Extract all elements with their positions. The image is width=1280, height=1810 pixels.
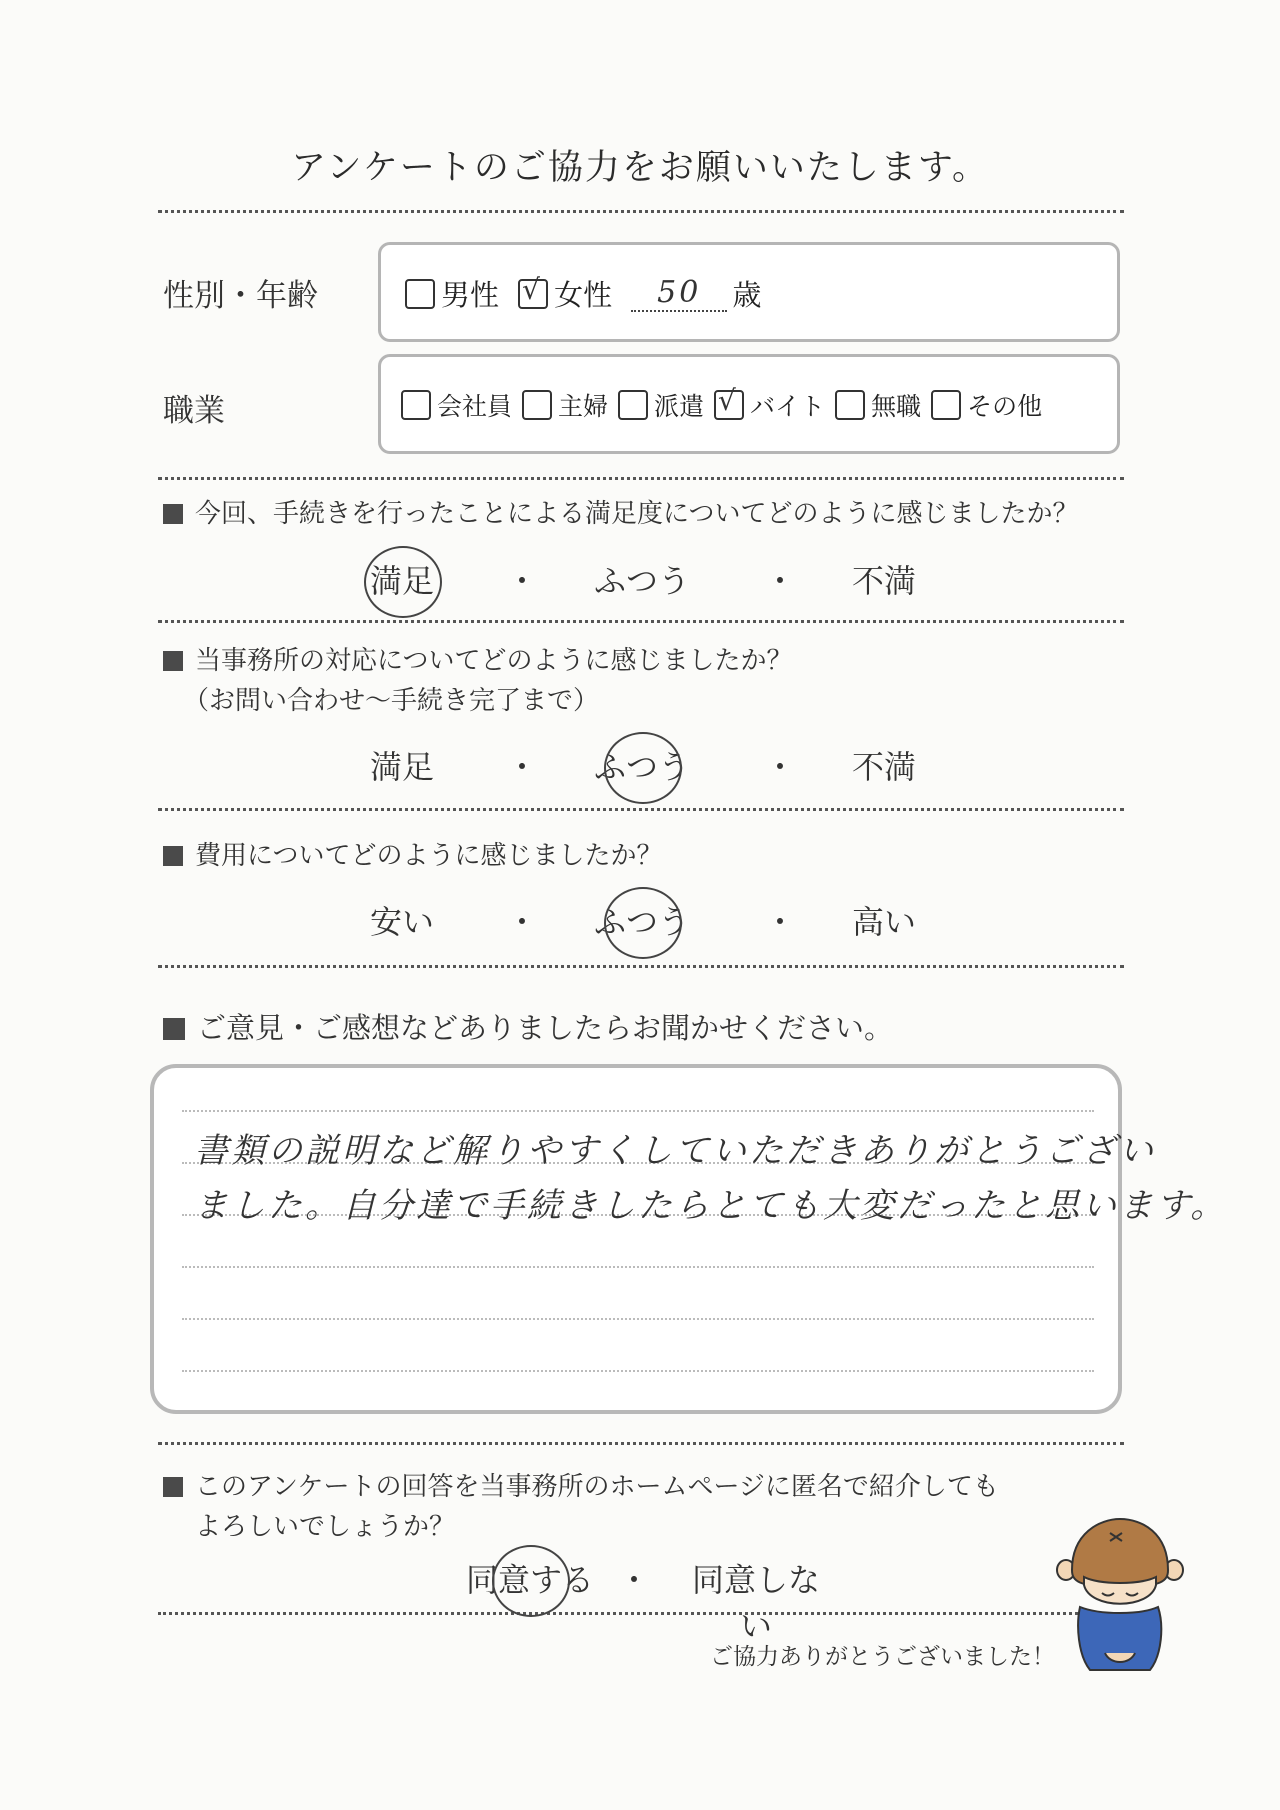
occupation-label: 職業 (163, 393, 225, 429)
occupation-checkbox-0[interactable] (401, 390, 431, 420)
separator-dot: ・ (764, 903, 797, 941)
occupation-checkbox-3[interactable] (714, 390, 744, 420)
gender-age-label: 性別・年齢 (163, 278, 318, 314)
occupation-checkbox-2[interactable] (618, 390, 648, 420)
question-2-text: 当事務所の対応についてどのように感じましたか？ (195, 646, 793, 676)
divider (158, 1442, 1124, 1445)
female-checkbox[interactable] (518, 279, 548, 309)
question-2-sub: （お問い合わせ～手続き完了まで） (183, 686, 600, 716)
occupation-box (378, 354, 1120, 454)
occupation-option-label: その他 (967, 392, 1043, 421)
comments-prompt (163, 1006, 893, 1047)
occupation-option-label: 無職 (871, 392, 922, 421)
separator-dot: ・ (506, 562, 539, 600)
question-3-text: 費用についてどのように感じましたか？ (195, 841, 663, 871)
consent-text-1: このアンケートの回答を当事務所のホームページに匿名で紹介しても (195, 1472, 999, 1502)
consent-choice-0[interactable]: 同意する (465, 1561, 594, 1599)
divider (158, 620, 1124, 623)
age-unit: 歳 (732, 278, 762, 312)
separator-dot: ・ (506, 748, 539, 786)
bullet-icon (163, 1018, 185, 1040)
male-label: 男性 (441, 278, 500, 312)
rule-line (182, 1110, 1094, 1112)
bullet-icon (163, 504, 183, 524)
q3-choice-0[interactable]: 安い (369, 903, 434, 941)
occupation-checkbox-5[interactable] (931, 390, 961, 420)
q1-selected-circle (364, 546, 442, 618)
q2-choice-2[interactable]: 不満 (851, 748, 916, 786)
occupation-option-label: 会社員 (437, 392, 513, 421)
q3-choice-2[interactable]: 高い (851, 903, 916, 941)
consent-selected-circle (492, 1545, 570, 1617)
consent-question (163, 1466, 999, 1503)
q3-selected-circle (604, 887, 682, 959)
rule-line (182, 1370, 1094, 1372)
page-title: アンケートのご協力をお願いいたします。 (290, 148, 990, 188)
separator-dot: ・ (764, 562, 797, 600)
occupation-checkbox-4[interactable] (835, 390, 865, 420)
divider (158, 210, 1124, 213)
rule-line (182, 1266, 1094, 1268)
comment-line-1: 書類の説明など解りやすくしていただきありがとうござい (194, 1131, 1156, 1171)
q2-choice-0[interactable]: 満足 (369, 748, 434, 786)
q2-choice-1[interactable]: ふつう (593, 748, 690, 786)
thanks-message: ご協力ありがとうございました！ (710, 1644, 1055, 1670)
male-checkbox[interactable] (405, 279, 435, 309)
divider (158, 965, 1124, 968)
bullet-icon (163, 846, 183, 866)
question-2 (163, 640, 792, 677)
bowing-mascot-illustration (1050, 1515, 1185, 1680)
question-1 (163, 493, 1078, 530)
consent-text-2: よろしいでしょうか？ (195, 1512, 456, 1542)
bullet-icon (163, 651, 183, 671)
q2-selected-circle (604, 732, 682, 804)
q1-choice-1[interactable]: ふつう (593, 562, 690, 600)
occupation-checkbox-1[interactable] (522, 390, 552, 420)
occupation-option-label: バイト (750, 392, 826, 421)
question-1-text: 今回、手続きを行ったことによる満足度についてどのように感じましたか？ (195, 499, 1079, 529)
rule-line (182, 1318, 1094, 1320)
comments-prompt-text: ご意見・ご感想などありましたらお聞かせください。 (197, 1011, 894, 1045)
consent-choice-1[interactable]: 同意しない (691, 1561, 820, 1645)
q1-choice-2[interactable]: 不満 (851, 562, 916, 600)
separator-dot: ・ (618, 1561, 651, 1599)
separator-dot: ・ (764, 748, 797, 786)
age-field[interactable]: 50 (631, 275, 727, 312)
q3-choice-1[interactable]: ふつう (593, 903, 690, 941)
occupation-option-label: 主婦 (558, 392, 609, 421)
female-label: 女性 (554, 278, 613, 312)
gender-age-box (378, 242, 1120, 342)
bullet-icon (163, 1477, 183, 1497)
occupation-options (401, 387, 1052, 423)
divider (158, 477, 1124, 480)
separator-dot: ・ (506, 903, 539, 941)
q1-choice-0[interactable]: 満足 (369, 562, 434, 600)
question-3 (163, 835, 662, 872)
comment-line-2: ました。自分達で手続きしたらとても大変だったと思います。 (194, 1186, 1228, 1226)
divider (158, 1612, 1078, 1615)
comments-box[interactable] (150, 1064, 1228, 1414)
divider (158, 808, 1124, 811)
occupation-option-label: 派遣 (654, 392, 705, 421)
